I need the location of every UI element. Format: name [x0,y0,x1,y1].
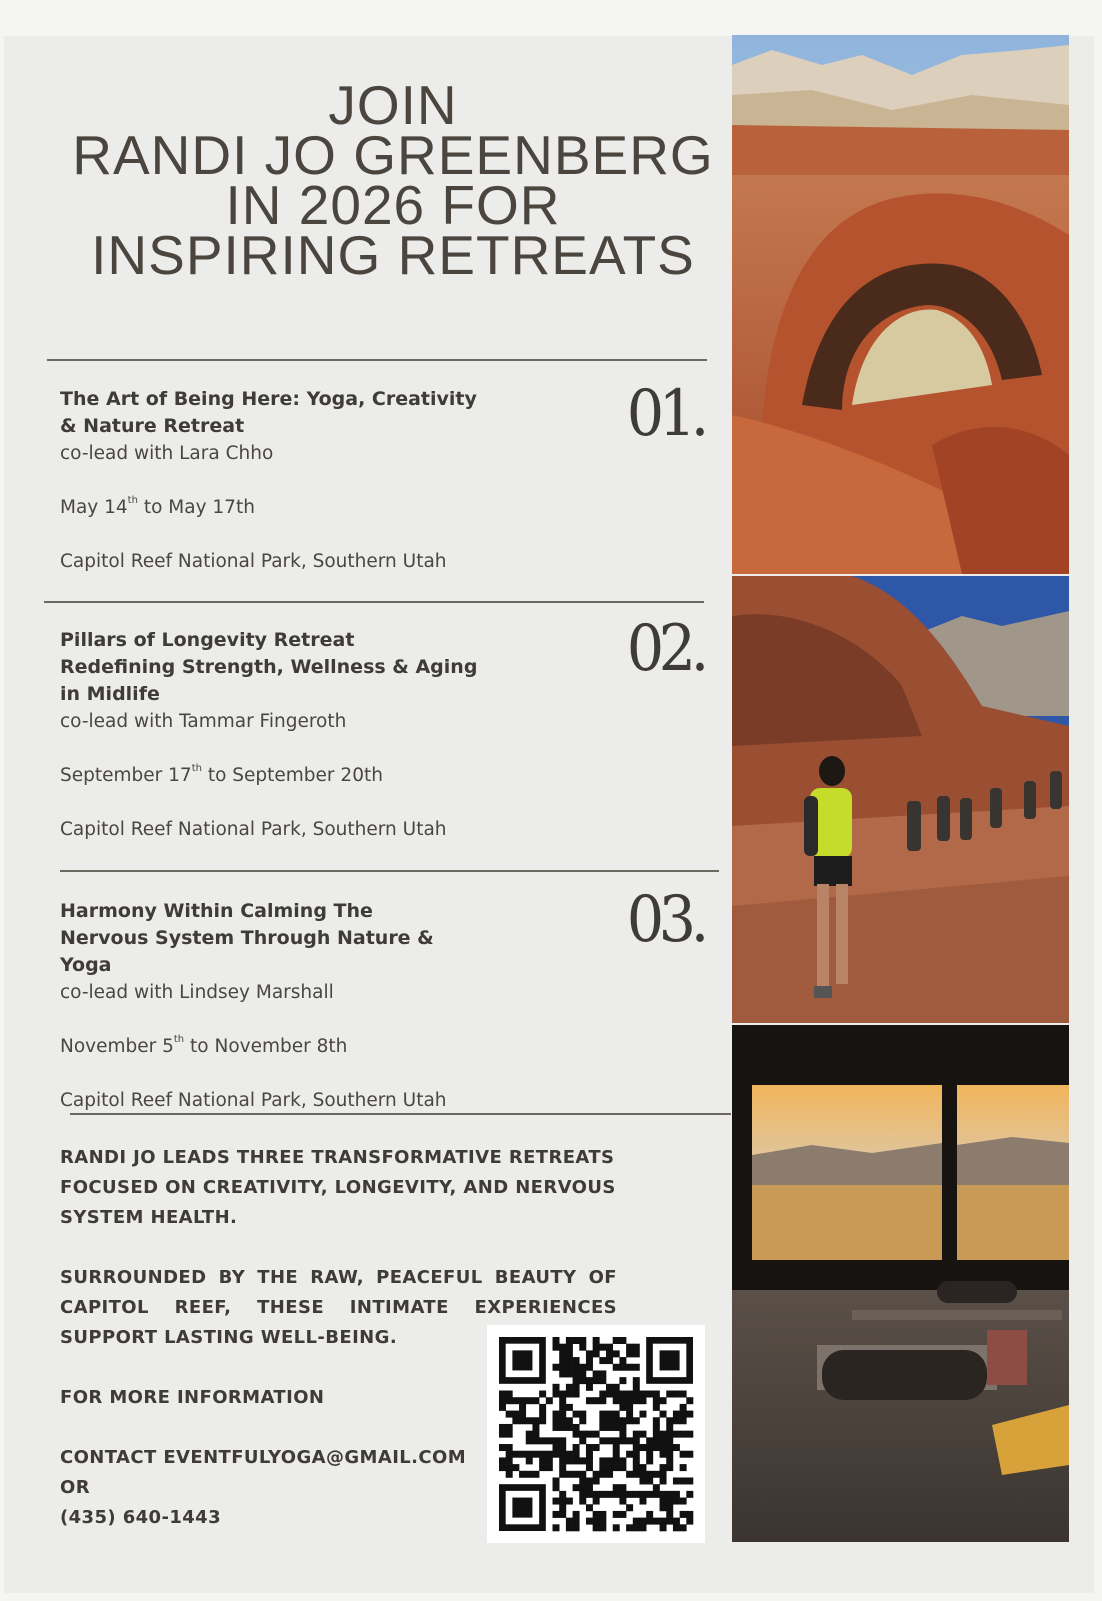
heading-line-4: INSPIRING RETREATS [91,224,695,286]
retreat-dates: May 14th to May 17th [60,495,255,518]
retreat-location: Capitol Reef National Park, Southern Utah [60,1090,447,1111]
divider [60,870,719,872]
retreat-title: Harmony Within Calming The Nervous System Through Nature & Yoga [60,900,434,976]
retreat-location: Capitol Reef National Park, Southern Utah [60,819,447,840]
retreat-title: The Art of Being Here: Yoga, Creativity & Nature Retreat [60,388,477,437]
retreat-location: Capitol Reef National Park, Southern Utah [60,551,447,572]
retreat-3 [60,883,710,1114]
retreat-number: 02. [626,612,704,686]
retreat-1 [60,377,710,575]
yoga-studio-window-photo [732,1025,1069,1542]
heading-line-3: IN 2026 FOR [225,174,561,236]
contact-phone[interactable]: (435) 640-1443 [60,1507,222,1528]
retreat-colead: co-lead with Lara Chho [60,443,274,464]
contact-or: OR [60,1477,90,1498]
hikers-trail-photo [732,576,1069,1023]
retreat-dates: September 17th to September 20th [60,763,383,786]
qr-code-icon[interactable] [487,1325,705,1543]
info-summary: RANDI JO LEADS THREE TRANSFORMATIVE RETREATS FOCUSED ON CREATIVITY, LONGEVITY, AND NERVOUS SYSTEM HEALTH. [60,1147,616,1228]
divider [47,359,707,361]
info-more: FOR MORE INFORMATION [60,1387,325,1408]
retreat-colead: co-lead with Lindsey Marshall [60,982,334,1003]
retreat-dates: November 5th to November 8th [60,1034,348,1057]
retreat-2 [60,612,710,843]
divider [44,601,704,603]
poster-heading [48,74,738,286]
divider [70,1113,731,1115]
heading-line-1: JOIN [328,74,458,136]
red-rock-arch-photo [732,35,1069,574]
info-description: SURROUNDED BY THE RAW, PEACEFUL BEAUTY OF CAPITOL REEF, THESE INTIMATE EXPERIENCES SUPPORT LASTING WELL-BEING. [60,1267,617,1348]
retreat-title-1: Pillars of Longevity Retreat [60,629,355,651]
contact-email[interactable]: CONTACT EVENTFULYOGA@GMAIL.COM [60,1447,467,1468]
retreat-title-2: Redefining Strength, Wellness & Aging in Midlife [60,656,478,705]
retreat-colead: co-lead with Tammar Fingeroth [60,711,347,732]
retreat-number: 03. [626,883,704,957]
retreat-number: 01. [626,377,704,451]
heading-line-2: RANDI JO GREENBERG [72,124,714,186]
